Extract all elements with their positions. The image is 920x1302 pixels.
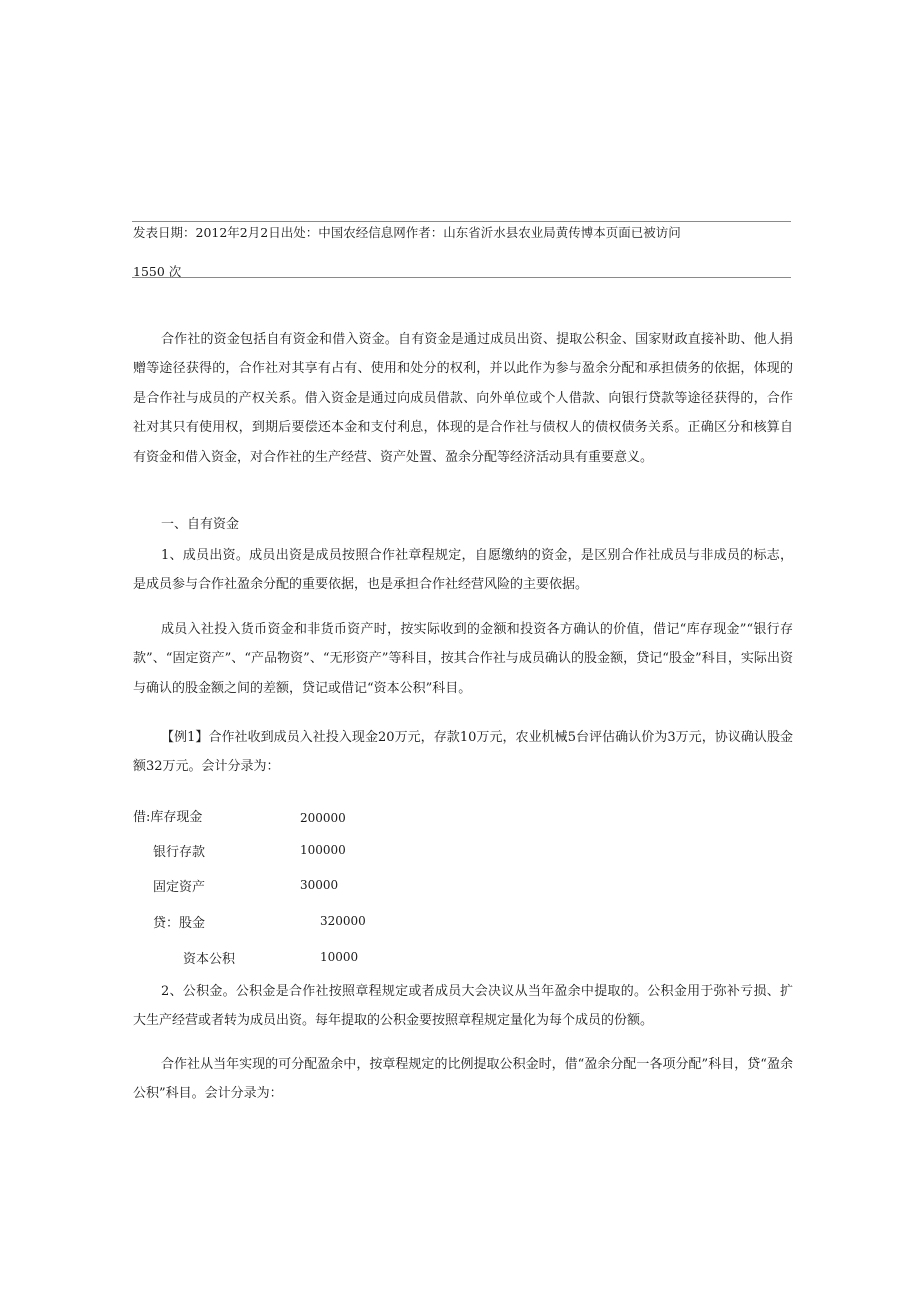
bank-deposit-amount: 100000 — [300, 843, 346, 857]
example1-paragraph: 【例1】合作社收到成员入社投入现金20万元，存款10万元，农业机械5台评估确认价为3万元，协议确认股金额32万元。会计分录为： — [133, 730, 793, 775]
debit-cash-label: 借:库存现金 — [133, 810, 203, 825]
item1-paragraph: 1、成员出资。成员出资是成员按照合作社章程规定，自愿缴纳的资金，是区别合作社成员与非成员的标志，是成员参与合作社盈余分配的重要依据，也是承担合作社经营风险的主要依据。 — [133, 548, 793, 593]
debit-cash-amount: 200000 — [300, 811, 346, 825]
visit-count: 1550 次 — [133, 264, 182, 279]
section-title-own-funds: 一、自有资金 — [161, 517, 240, 532]
header-rule-bottom — [132, 277, 791, 278]
item2-paragraph: 2、公积金。公积金是合作社按照章程规定或者成员大会决议从当年盈余中提取的。公积金用于弥补亏损、扩大生产经营或者转为成员出资。每年提取的公积金要按照章程规定量化为每个成员的份额。 — [133, 984, 793, 1029]
bank-deposit-label: 银行存款 — [153, 845, 206, 860]
article-meta-line: 发表日期：2012年2月2日出处：中国农经信息网作者：山东省沂水县农业局黄传博本页面已被访问 — [133, 225, 681, 240]
item1-detail-paragraph: 成员入社投入货币资金和非货币资产时，按实际收到的金额和投资各方确认的价值，借记“库存现金”“银行存款”、“固定资产”、“产品物资”、“无形资产”等科目，按其合作社与成员确认的股金额，贷记“股金”科目，实际出资与确认的股金额之间的差额，贷记或借记“资本公积”科目。 — [133, 622, 793, 696]
fixed-assets-label: 固定资产 — [153, 880, 206, 895]
intro-paragraph: 合作社的资金包括自有资金和借入资金。自有资金是通过成员出资、提取公积金、国家财政直接补助、他人捐赠等途径获得的，合作社对其享有占有、使用和处分的权利，并以此作为参与盈余分配和承担债务的依据，体现的是合作社与成员的产权关系。借入资金是通过向成员借款、向外单位或个人借款、向银行贷款等途径获得的，合作社对其只有使用权，到期后要偿还本金和支付利息，体现的是合作社与债权人的债权债务关系。正确区分和核算自有资金和借入资金，对合作社的生产经营、资产处置、盈余分配等经济活动具有重要意义。 — [133, 332, 793, 465]
credit-share-amount: 320000 — [320, 914, 366, 928]
capital-reserve-amount: 10000 — [320, 950, 359, 964]
header-rule-top — [132, 221, 791, 222]
capital-reserve-label: 资本公积 — [183, 952, 236, 967]
credit-share-label: 贷：股金 — [153, 916, 206, 931]
fixed-assets-amount: 30000 — [300, 878, 339, 892]
item2-detail-paragraph: 合作社从当年实现的可分配盈余中，按章程规定的比例提取公积金时，借“盈余分配一各项分配”科目，贷“盈余公积”科目。会计分录为： — [133, 1057, 793, 1102]
